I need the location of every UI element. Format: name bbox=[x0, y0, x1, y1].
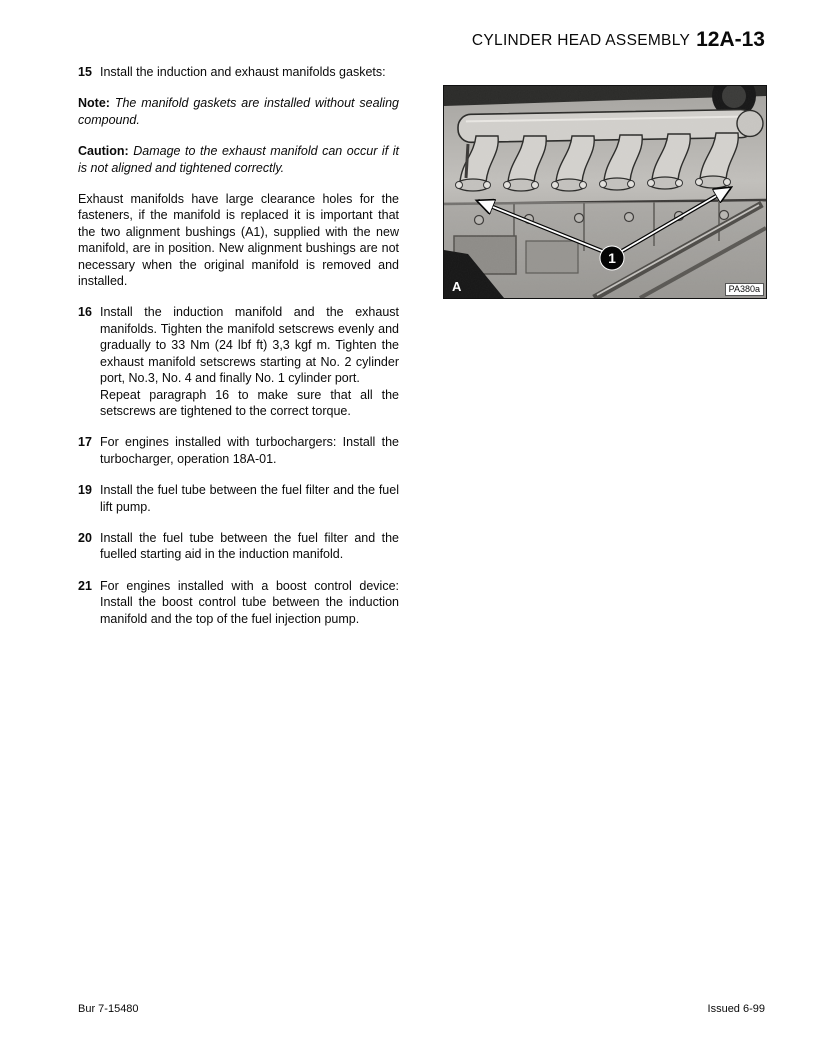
footer-publication-code: Bur 7-15480 bbox=[78, 1003, 139, 1015]
step-20 bbox=[78, 530, 399, 563]
step-16-text-part1: Install the induction manifold and the exhaust manifolds. Tighten the manifold setscrews evenly and gradually to 33 Nm (24 lbf ft) 3,3 kgf m. Tighten the exhaust manifold setscrews starting at No. 2 cylinder port, No.3, No. 4 and finally No. 1 cylinder port. bbox=[100, 305, 399, 386]
step-15 bbox=[78, 64, 399, 80]
figure-view-label: A bbox=[452, 279, 462, 294]
step-16-text-part2: Repeat paragraph 16 to make sure that all the setscrews are tightened to the correct torque. bbox=[100, 387, 399, 418]
footer-issue-date: Issued 6-99 bbox=[707, 1003, 765, 1015]
step-16 bbox=[78, 304, 399, 419]
page-number: 12A-13 bbox=[696, 28, 765, 51]
page-header bbox=[472, 28, 765, 52]
caution-paragraph bbox=[78, 143, 399, 176]
step-19 bbox=[78, 482, 399, 515]
caution-body: Damage to the exhaust manifold can occur if it is not aligned and tightened correctly. bbox=[78, 144, 399, 175]
step-16-text bbox=[100, 304, 399, 419]
step-17-text: For engines installed with turbochargers: Install the turbocharger, operation 18A-01. bbox=[100, 435, 399, 466]
instructions-column bbox=[78, 64, 399, 642]
step-17 bbox=[78, 434, 399, 467]
step-21-text: For engines installed with a boost control device: Install the boost control tube between the induction manifold and the top of the fuel injection pump. bbox=[100, 578, 399, 626]
manifold-photo-figure bbox=[443, 85, 767, 299]
note-label: Note: bbox=[78, 96, 110, 111]
note-body: The manifold gaskets are installed without sealing compound. bbox=[78, 96, 399, 127]
step-21 bbox=[78, 578, 399, 627]
step-15-text: Install the induction and exhaust manifolds gaskets: bbox=[100, 65, 386, 79]
step-20-text: Install the fuel tube between the fuel filter and the fuelled starting aid in the induction manifold. bbox=[100, 530, 399, 562]
page-title: CYLINDER HEAD ASSEMBLY bbox=[471, 32, 691, 49]
step-15-number: 15 bbox=[78, 65, 92, 79]
note-paragraph bbox=[78, 95, 399, 128]
step-20-number: 20 bbox=[78, 530, 92, 545]
photo-reference-code: PA380a bbox=[725, 283, 764, 296]
manifold-photo-illustration bbox=[444, 86, 766, 298]
step-21-number: 21 bbox=[78, 578, 92, 593]
step-19-number: 19 bbox=[78, 483, 92, 498]
alignment-bushings-paragraph: Exhaust manifolds have large clearance holes for the fasteners, if the manifold is replaced it is important that the two alignment bushings (A1), supplied with the new manifold, are in position. New alignment bushings are not necessary when the original manifold is removed and installed. bbox=[78, 192, 399, 289]
step-19-text: Install the fuel tube between the fuel filter and the fuel lift pump. bbox=[100, 483, 399, 514]
step-17-number: 17 bbox=[78, 435, 92, 450]
caution-label: Caution: bbox=[78, 144, 129, 159]
step-16-number: 16 bbox=[78, 305, 92, 320]
